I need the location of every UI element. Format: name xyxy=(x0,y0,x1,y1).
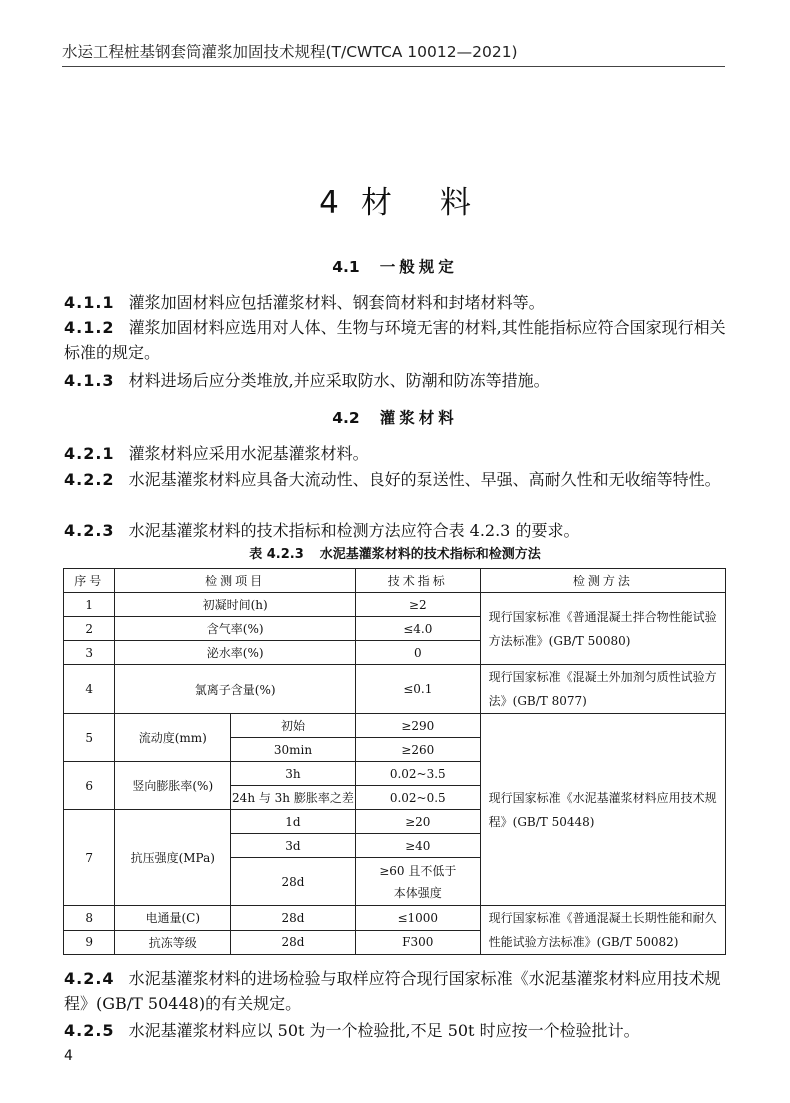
row-value: ≤1000 xyxy=(355,906,480,931)
section-heading xyxy=(0,255,790,277)
table-row xyxy=(64,906,726,931)
section-number: 4.2 xyxy=(332,409,360,427)
row-value: ≥290 xyxy=(355,714,480,738)
clause-number: 4.1.2 xyxy=(64,318,115,337)
row-value: ≤4.0 xyxy=(355,617,480,641)
row-condition: 28d xyxy=(231,906,356,931)
clause-number: 4.2.2 xyxy=(64,470,115,489)
row-value: 0.02~0.5 xyxy=(355,786,480,810)
chapter-title xyxy=(0,177,790,222)
row-no: 7 xyxy=(64,810,115,906)
section-title: 灌浆材料 xyxy=(379,409,458,427)
running-header: 水运工程桩基钢套筒灌浆加固技术规程(T/CWTCA 10012—2021) xyxy=(62,43,518,61)
section-title: 一般规定 xyxy=(379,258,458,276)
clause xyxy=(64,441,726,466)
row-value: 0.02~3.5 xyxy=(355,762,480,786)
chapter-title-word-2: 料 xyxy=(439,185,471,221)
chapter-title-word-1: 材 xyxy=(360,185,392,221)
row-no: 1 xyxy=(64,593,115,617)
row-value-line-1: ≥60 且不低于 xyxy=(379,863,457,878)
table-row xyxy=(64,714,726,738)
clause-text: 材料进场后应分类堆放,并应采取防水、防潮和防冻等措施。 xyxy=(128,371,550,390)
row-condition: 28d xyxy=(231,858,356,906)
row-value-multiline xyxy=(355,858,480,906)
row-item: 泌水率(%) xyxy=(115,641,355,665)
clause-text: 灌浆材料应采用水泥基灌浆材料。 xyxy=(128,444,369,463)
row-item: 流动度(mm) xyxy=(115,714,231,762)
row-condition: 30min xyxy=(231,738,356,762)
row-item: 竖向膨胀率(%) xyxy=(115,762,231,810)
spec-table xyxy=(63,568,726,955)
header-no: 序号 xyxy=(64,569,115,593)
method-cell: 现行国家标准《普通混凝土长期性能和耐久性能试验方法标准》(GB/T 50082) xyxy=(480,906,725,955)
clause xyxy=(64,966,726,1016)
row-value: ≥2 xyxy=(355,593,480,617)
row-no: 6 xyxy=(64,762,115,810)
table-caption xyxy=(0,543,790,562)
row-item: 含气率(%) xyxy=(115,617,355,641)
clause-number: 4.1.1 xyxy=(64,293,115,312)
row-no: 3 xyxy=(64,641,115,665)
table-caption-title: 水泥基灌浆材料的技术指标和检测方法 xyxy=(319,547,541,562)
row-value: 0 xyxy=(355,641,480,665)
method-cell: 现行国家标准《混凝土外加剂匀质性试验方法》(GB/T 8077) xyxy=(480,665,725,714)
row-item: 电通量(C) xyxy=(115,906,231,931)
row-condition: 3d xyxy=(231,834,356,858)
table-caption-number: 表 4.2.3 xyxy=(249,547,304,562)
header-item: 检测项目 xyxy=(115,569,355,593)
row-value: ≥40 xyxy=(355,834,480,858)
table-row xyxy=(64,665,726,714)
row-no: 4 xyxy=(64,665,115,714)
row-condition: 28d xyxy=(231,930,356,955)
clause-text: 灌浆加固材料应选用对人体、生物与环境无害的材料,其性能指标应符合国家现行相关标准的规定。 xyxy=(64,318,726,362)
row-no: 9 xyxy=(64,930,115,955)
row-condition: 3h xyxy=(231,762,356,786)
method-cell: 现行国家标准《水泥基灌浆材料应用技术规程》(GB/T 50448) xyxy=(480,714,725,906)
row-condition: 初始 xyxy=(231,714,356,738)
method-cell: 现行国家标准《普通混凝土拌合物性能试验方法标准》(GB/T 50080) xyxy=(480,593,725,665)
row-condition: 1d xyxy=(231,810,356,834)
clause xyxy=(64,315,726,365)
header-rule xyxy=(62,66,725,67)
clause-text: 水泥基灌浆材料的进场检验与取样应符合现行国家标准《水泥基灌浆材料应用技术规程》(GB/T 50448)的有关规定。 xyxy=(64,969,721,1013)
row-no: 8 xyxy=(64,906,115,931)
clause xyxy=(64,518,726,543)
clause xyxy=(64,368,726,393)
clause-text: 水泥基灌浆材料应具备大流动性、良好的泵送性、早强、高耐久性和无收缩等特性。 xyxy=(128,470,721,489)
clause-number: 4.2.5 xyxy=(64,1021,115,1040)
header-value: 技术指标 xyxy=(355,569,480,593)
clause xyxy=(64,1018,726,1043)
table-row xyxy=(64,593,726,617)
clause xyxy=(64,290,726,315)
section-number: 4.1 xyxy=(332,258,360,276)
table-header-row xyxy=(64,569,726,593)
clause-text: 水泥基灌浆材料的技术指标和检测方法应符合表 4.2.3 的要求。 xyxy=(128,521,580,540)
row-condition: 24h 与 3h 膨胀率之差 xyxy=(231,786,356,810)
row-value: ≥260 xyxy=(355,738,480,762)
clause-number: 4.2.4 xyxy=(64,969,115,988)
clause-number: 4.2.3 xyxy=(64,521,115,540)
row-item: 初凝时间(h) xyxy=(115,593,355,617)
clause-text: 水泥基灌浆材料应以 50t 为一个检验批,不足 50t 时应按一个检验批计。 xyxy=(128,1021,640,1040)
row-value: ≥20 xyxy=(355,810,480,834)
clause-number: 4.1.3 xyxy=(64,371,115,390)
header-method: 检测方法 xyxy=(480,569,725,593)
row-no: 2 xyxy=(64,617,115,641)
row-value: F300 xyxy=(355,930,480,955)
clause-text: 灌浆加固材料应包括灌浆材料、钢套筒材料和封堵材料等。 xyxy=(128,293,545,312)
section-heading xyxy=(0,406,790,428)
chapter-number: 4 xyxy=(319,185,339,221)
row-item: 抗压强度(MPa) xyxy=(115,810,231,906)
clause-number: 4.2.1 xyxy=(64,444,115,463)
row-no: 5 xyxy=(64,714,115,762)
row-item: 抗冻等级 xyxy=(115,930,231,955)
row-value: ≤0.1 xyxy=(355,665,480,714)
row-item: 氯离子含量(%) xyxy=(115,665,355,714)
row-value-line-2: 本体强度 xyxy=(393,885,442,900)
page-number: 4 xyxy=(64,1048,73,1064)
clause xyxy=(64,467,726,492)
